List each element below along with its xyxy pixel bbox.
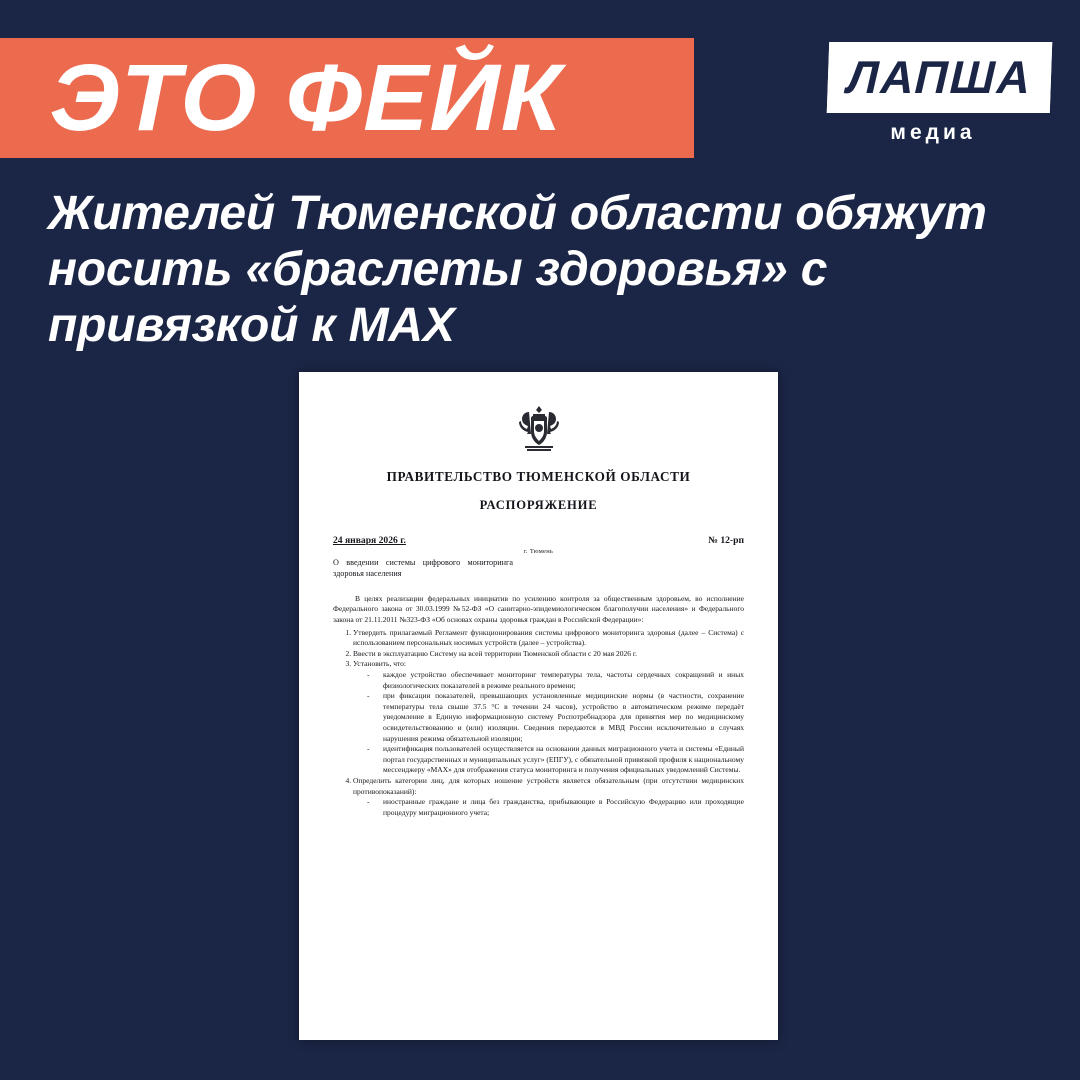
document-item [353, 659, 744, 776]
document-image [299, 372, 778, 1040]
document-item-list [333, 628, 744, 819]
document-subitem-list [353, 670, 744, 776]
document-subitem: - каждое устройство обеспечивает мониторинг температуры тела, частоты сердечных сокращений и иных физиологических показателей в режиме реального времени; [363, 670, 744, 691]
document-item [353, 649, 744, 660]
document-type: РАСПОРЯЖЕНИЕ [479, 498, 598, 512]
fake-banner [0, 38, 694, 158]
document-subitem: - иностранные граждане и лица без гражданства, прибывающие в Российскую Федерацию или проходящие процедуру миграционного учета; [363, 797, 744, 818]
document-item [353, 776, 744, 818]
document-subitem-list [353, 797, 744, 818]
headline-text: Жителей Тюменской области обяжут носить «браслеты здоровья» с привязкой к MAX [48, 187, 987, 352]
brand-logo-sub: медиа [890, 121, 976, 144]
document-body [333, 594, 744, 818]
document-preamble: В целях реализации федеральных инициатив по усилению контроля за общественным здоровьем, во исполнение Федерального закона от 30.03.1999 №52-ФЗ «О санитарно-эпидемиологическом благополучии населения» и Федерального закона от 21.11.2011 №323-ФЗ «Об основах охраны здоровья граждан в Российской Федерации»: [333, 593, 744, 624]
document-number: № 12-рп [708, 535, 744, 546]
document-subitem: - при фиксации показателей, превышающих установленные медицинские нормы (в частности, сохранение температуры тела свыше 37.5 °C в течении 24 часов), устройство в автоматическом режиме передаёт уведомление в Единую информационную систему Роспотребнадзора для принятия мер по медицинскому освидетельствованию и (или) изоляции. Сведения передаются в МВД России исключительно в случаях нарушения режима обязательной изоляции; [363, 691, 744, 744]
document-item-text: Ввести в эксплуатацию Систему на всей территории Тюменской области с 20 мая 2026 г. [353, 648, 637, 658]
brand-logo [828, 42, 1038, 143]
document-date: 24 января 2026 г. [333, 535, 406, 546]
fake-banner-label: ЭТО ФЕЙК [49, 44, 562, 151]
document-organization: ПРАВИТЕЛЬСТВО ТЮМЕНСКОЙ ОБЛАСТИ [386, 469, 691, 484]
coat-of-arms-icon [333, 400, 744, 461]
document-page [299, 372, 778, 1040]
document-item-text: Установить, что: [353, 659, 406, 669]
document-subitem: - идентификация пользователей осуществляется на основании данных миграционного учета и системы «Единый портал государственных и муниципальных услуг» (ЕПГУ), с обязательной привязкой профиля к национальному мессенджеру «MAX» для отображения статуса мониторинга и получения официальных уведомлений Системы. [363, 744, 744, 776]
document-city: г. Тюмень [523, 548, 554, 555]
document-meta-row [333, 535, 744, 546]
document-subject: О введении системы цифрового мониторинга здоровья населения [333, 558, 513, 579]
document-item [353, 628, 744, 649]
document-item-text: Утвердить прилагаемый Регламент функционирования системы цифрового мониторинга здоровья (далее – Система) с использованием персональных носимых устройств (далее – устройства). [353, 627, 744, 648]
brand-logo-main: ЛАПША [827, 42, 1052, 113]
document-item-text: Определить категории лиц, для которых ношение устройств является обязательным (при отсутствии медицинских противопоказаний): [353, 775, 744, 796]
